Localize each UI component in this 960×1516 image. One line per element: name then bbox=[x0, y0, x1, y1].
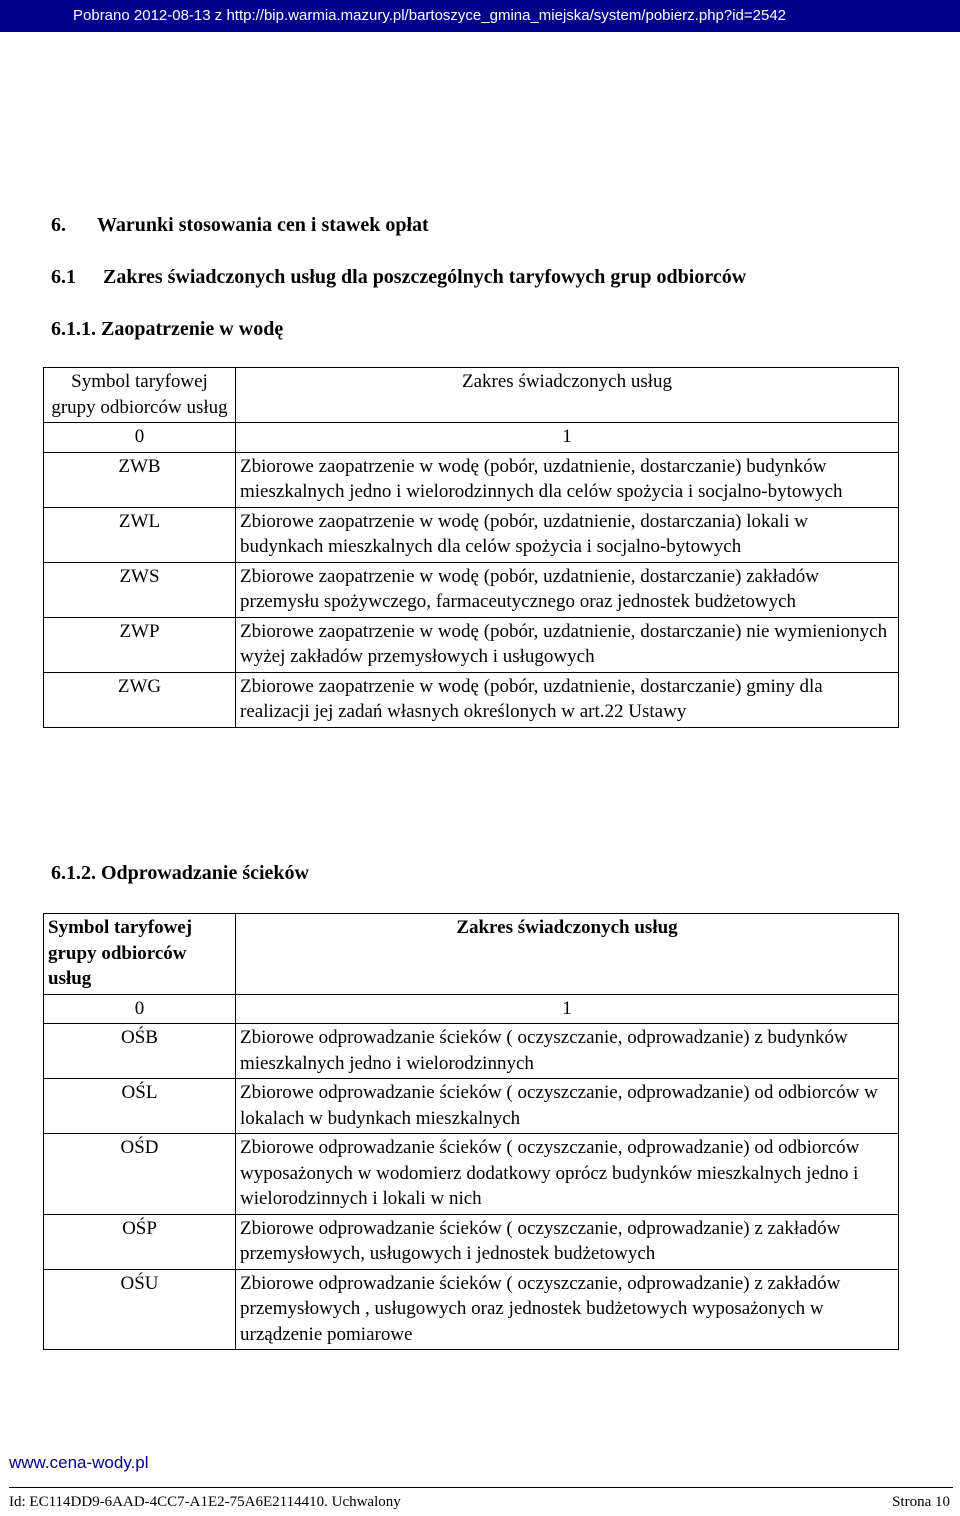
table-row bbox=[44, 617, 899, 672]
table-row bbox=[44, 1134, 899, 1215]
tariff-symbol: ZWL bbox=[44, 507, 236, 562]
section-title: Zakres świadczonych usług dla poszczególnych taryfowych grup odbiorców bbox=[103, 266, 747, 288]
column-number: 1 bbox=[236, 994, 899, 1024]
table-header-row bbox=[44, 914, 899, 995]
service-scope: Zbiorowe odprowadzanie ścieków ( oczyszczanie, odprowadzanie) od odbiorców wyposażonych w wodomierz dodatkowy oprócz budynków mieszkalnych jedno i wielorodzinnych i lokali w nich bbox=[236, 1134, 899, 1215]
column-number-row bbox=[44, 423, 899, 453]
section-number: 6. bbox=[51, 214, 66, 236]
column-header-scope: Zakres świadczonych usług bbox=[236, 368, 899, 423]
tariff-symbol: ZWS bbox=[44, 562, 236, 617]
table-row bbox=[44, 672, 899, 727]
column-header-symbol: Symbol taryfowej grupy odbiorców usług bbox=[44, 368, 236, 423]
section-number: 6.1 bbox=[51, 266, 76, 288]
download-source-banner: Pobrano 2012-08-13 z http://bip.warmia.mazury.pl/bartoszyce_gmina_miejska/system/pobierz.php?id=2542 bbox=[0, 0, 960, 32]
column-number: 0 bbox=[44, 423, 236, 453]
table-row bbox=[44, 1269, 899, 1350]
column-number-row bbox=[44, 994, 899, 1024]
table-row bbox=[44, 562, 899, 617]
service-scope: Zbiorowe zaopatrzenie w wodę (pobór, uzdatnienie, dostarczanie) zakładów przemysłu spożywczego, farmaceutycznego oraz jednostek budżetowych bbox=[236, 562, 899, 617]
section-heading-6-1-2: 6.1.2. Odprowadzanie ścieków bbox=[51, 862, 309, 884]
tariff-symbol: OŚU bbox=[44, 1269, 236, 1350]
water-supply-table bbox=[43, 367, 899, 728]
tariff-symbol: OŚL bbox=[44, 1079, 236, 1134]
section-heading-6-1-1: 6.1.1. Zaopatrzenie w wodę bbox=[51, 318, 284, 340]
tariff-symbol: ZWP bbox=[44, 617, 236, 672]
table-row bbox=[44, 452, 899, 507]
section-heading-6 bbox=[51, 214, 429, 237]
service-scope: Zbiorowe zaopatrzenie w wodę (pobór, uzdatnienie, dostarczanie) nie wymienionych wyżej zakładów przemysłowych i usługowych bbox=[236, 617, 899, 672]
footer-page-number: Strona 10 bbox=[892, 1494, 950, 1510]
service-scope: Zbiorowe zaopatrzenie w wodę (pobór, uzdatnienie, dostarczanie) budynków mieszkalnych jedno i wielorodzinnych dla celów spożycia i socjalno-bytowych bbox=[236, 452, 899, 507]
column-header-symbol: Symbol taryfowej grupy odbiorców usług bbox=[44, 914, 236, 995]
service-scope: Zbiorowe zaopatrzenie w wodę (pobór, uzdatnienie, dostarczania) lokali w budynkach mieszkalnych dla celów spożycia i socjalno-bytowych bbox=[236, 507, 899, 562]
tariff-symbol: OŚD bbox=[44, 1134, 236, 1215]
table-row bbox=[44, 1024, 899, 1079]
service-scope: Zbiorowe odprowadzanie ścieków ( oczyszczanie, odprowadzanie) od odbiorców w lokalach w budynkach mieszkalnych bbox=[236, 1079, 899, 1134]
table-row bbox=[44, 1214, 899, 1269]
service-scope: Zbiorowe zaopatrzenie w wodę (pobór, uzdatnienie, dostarczanie) gminy dla realizacji jej zadań własnych określonych w art.22 Ustawy bbox=[236, 672, 899, 727]
service-scope: Zbiorowe odprowadzanie ścieków ( oczyszczanie, odprowadzanie) z zakładów przemysłowych , usługowych oraz jednostek budżetowych wyposażonych w urządzenie pomiarowe bbox=[236, 1269, 899, 1350]
service-scope: Zbiorowe odprowadzanie ścieków ( oczyszczanie, odprowadzanie) z zakładów przemysłowych, usługowych i jednostek budżetowych bbox=[236, 1214, 899, 1269]
footer-document-id: Id: EC114DD9-6AAD-4CC7-A1E2-75A6E2114410. Uchwalony bbox=[9, 1494, 401, 1510]
tariff-symbol: ZWG bbox=[44, 672, 236, 727]
section-title: Warunki stosowania cen i stawek opłat bbox=[97, 214, 429, 236]
footer-website-link[interactable]: www.cena-wody.pl bbox=[9, 1453, 149, 1472]
sewage-disposal-table bbox=[43, 913, 899, 1350]
section-heading-6-1 bbox=[51, 266, 746, 289]
column-number: 0 bbox=[44, 994, 236, 1024]
service-scope: Zbiorowe odprowadzanie ścieków ( oczyszczanie, odprowadzanie) z budynków mieszkalnych jedno i wielorodzinnych bbox=[236, 1024, 899, 1079]
tariff-symbol: OŚB bbox=[44, 1024, 236, 1079]
footer-divider bbox=[9, 1487, 953, 1488]
tariff-symbol: ZWB bbox=[44, 452, 236, 507]
column-number: 1 bbox=[236, 423, 899, 453]
column-header-scope: Zakres świadczonych usług bbox=[236, 914, 899, 995]
table-row bbox=[44, 507, 899, 562]
table-row bbox=[44, 1079, 899, 1134]
table-header-row bbox=[44, 368, 899, 423]
tariff-symbol: OŚP bbox=[44, 1214, 236, 1269]
